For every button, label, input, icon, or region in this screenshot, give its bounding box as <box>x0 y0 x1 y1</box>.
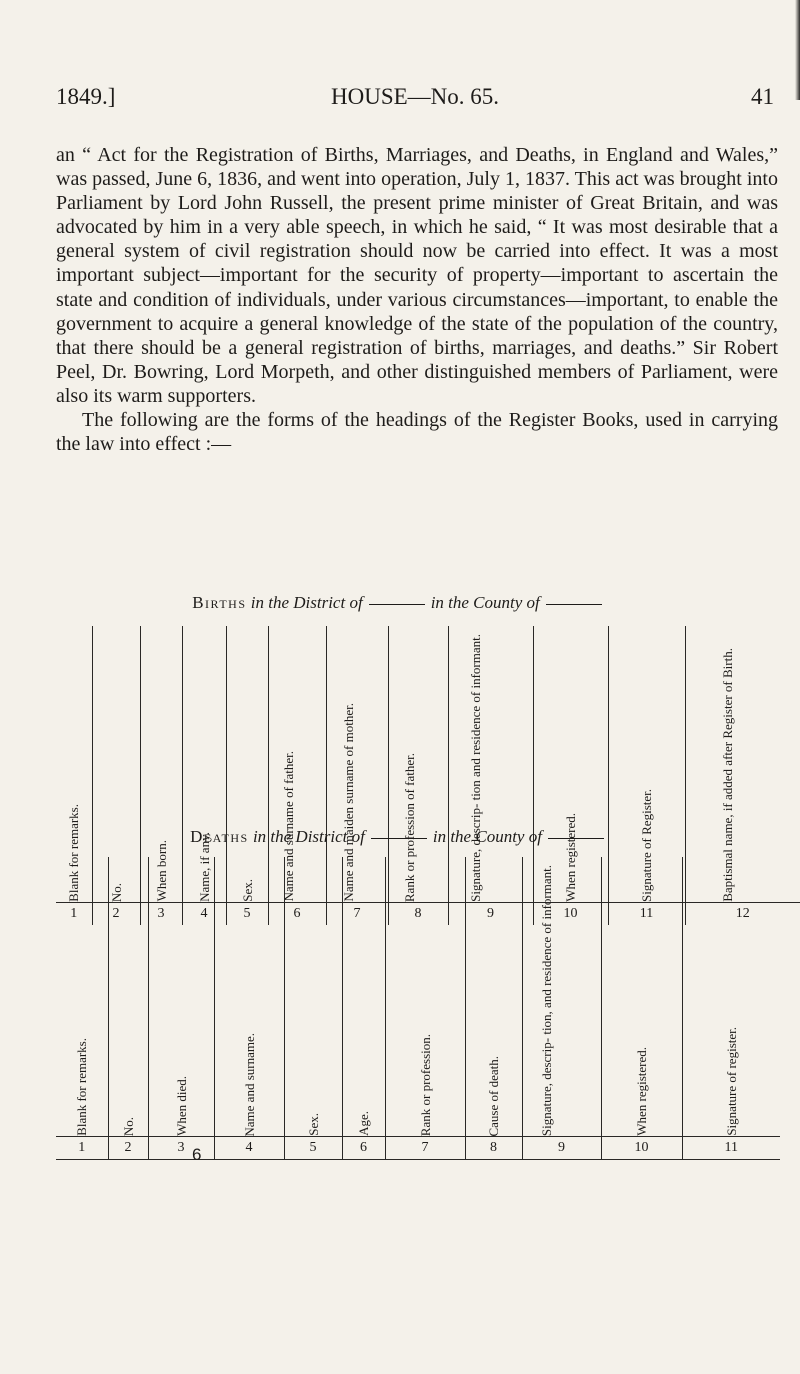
deaths-col-number: 5 <box>284 1137 342 1160</box>
births-col-when-registered: When registered. <box>533 626 608 902</box>
deaths-county-label: in the County of <box>432 827 542 846</box>
deaths-col-number: 10 <box>601 1137 682 1160</box>
births-col-number: 6 <box>268 902 326 925</box>
deaths-col-cause: Cause of death. <box>465 857 522 1137</box>
births-col-when-born: When born. <box>140 626 182 902</box>
births-col-blank-remarks: Blank for remarks. <box>66 804 82 902</box>
deaths-caption <box>0 827 800 847</box>
births-district-label: in the District of <box>250 593 363 612</box>
deaths-col-signature-register: Signature of register. <box>682 857 780 1137</box>
births-county-label: in the County of <box>430 593 540 612</box>
births-col-number: 10 <box>533 902 608 925</box>
blank-line <box>546 604 602 605</box>
births-col-signature-register: Signature of Register. <box>608 626 685 902</box>
running-header <box>56 84 774 124</box>
deaths-col-age: Age. <box>342 857 385 1137</box>
births-col-number: 4 <box>182 902 226 925</box>
births-col-baptismal-name: Baptismal name, if added after Register of Birth. <box>685 626 800 902</box>
births-col-number: 5 <box>226 902 268 925</box>
births-col-number: 1 <box>56 902 92 925</box>
blank-line <box>548 838 604 839</box>
births-col-number: 11 <box>608 902 685 925</box>
deaths-col-number: 9 <box>522 1137 601 1160</box>
births-col-number: 9 <box>448 902 533 925</box>
births-caption <box>0 593 800 613</box>
deaths-col-number: 4 <box>214 1137 284 1160</box>
deaths-col-number: 2 <box>108 1137 148 1160</box>
births-col-number: 2 <box>92 902 140 925</box>
page-mark: 6 <box>192 1145 202 1164</box>
deaths-col-number: 6 <box>342 1137 385 1160</box>
deaths-col-sex: Sex. <box>284 857 342 1137</box>
births-col-informant: Signature, descrip- tion and residence of informant. <box>448 626 533 902</box>
body-text <box>56 143 778 456</box>
births-col-number: 12 <box>685 902 800 925</box>
deaths-col-number: 11 <box>682 1137 780 1160</box>
header-year: 1849.] <box>56 84 116 109</box>
births-col-name: Name, if any. <box>182 626 226 902</box>
deaths-col-no: No. <box>108 857 148 1137</box>
header-page-number: 41 <box>751 84 774 109</box>
deaths-col-informant: Signature, descrip- tion, and residence of informant. <box>522 857 601 1137</box>
births-col-sex: Sex. <box>226 626 268 902</box>
deaths-register-table <box>56 857 780 1160</box>
deaths-col-when-died: When died. <box>148 857 214 1137</box>
blank-line <box>371 838 427 839</box>
deaths-col-name: Name and surname. <box>214 857 284 1137</box>
deaths-title: Deaths <box>190 827 249 846</box>
header-title: HOUSE—No. 65. <box>330 84 500 109</box>
births-title: Births <box>192 593 247 612</box>
deaths-col-number: 8 <box>465 1137 522 1160</box>
births-col-mother-name: Name and maiden surname of mother. <box>326 626 388 902</box>
births-col-number: 8 <box>388 902 448 925</box>
deaths-col-number: 7 <box>385 1137 465 1160</box>
deaths-col-number: 1 <box>56 1137 108 1160</box>
paragraph: an “ Act for the Registration of Births, Marriages, and Deaths, in England and Wales,” was passed, June 6, 1836, and went into operation, July 1, 1837. This act was brought into Parliament by Lord John Russell, the present prime minister of Great Britain, and was advocated by him in a very able speech, in which he said, “ It was most desirable that a general system of civil registration should now be carried into effect. It was a most important subject—important for the security of property—important to ascertain the state and condition of individuals, under various circumstances—important, to enable the government to acquire a general knowledge of the state of the population of the country, that there should be a general registration of births, marriages, and deaths.” Sir Robert Peel, Dr. Bowring, Lord Morpeth, and other distinguished members of Parliament, were also its warm supporters. <box>56 144 778 407</box>
births-col-father-rank: Rank or profession of father. <box>388 626 448 902</box>
deaths-col-blank-remarks: Blank for remarks. <box>74 1038 90 1137</box>
deaths-col-number: 3 <box>148 1137 214 1160</box>
deaths-col-when-registered: When registered. <box>601 857 682 1137</box>
paragraph: The following are the forms of the headings of the Register Books, used in carrying the law into effect :— <box>56 409 778 456</box>
births-col-no: No. <box>92 626 140 902</box>
births-col-number: 7 <box>326 902 388 925</box>
deaths-col-rank: Rank or profession. <box>385 857 465 1137</box>
births-col-father-name: Name and surname of father. <box>268 626 326 902</box>
births-col-number: 3 <box>140 902 182 925</box>
blank-line <box>369 604 425 605</box>
deaths-district-label: in the District of <box>252 827 365 846</box>
page-edge-shadow <box>795 0 800 100</box>
